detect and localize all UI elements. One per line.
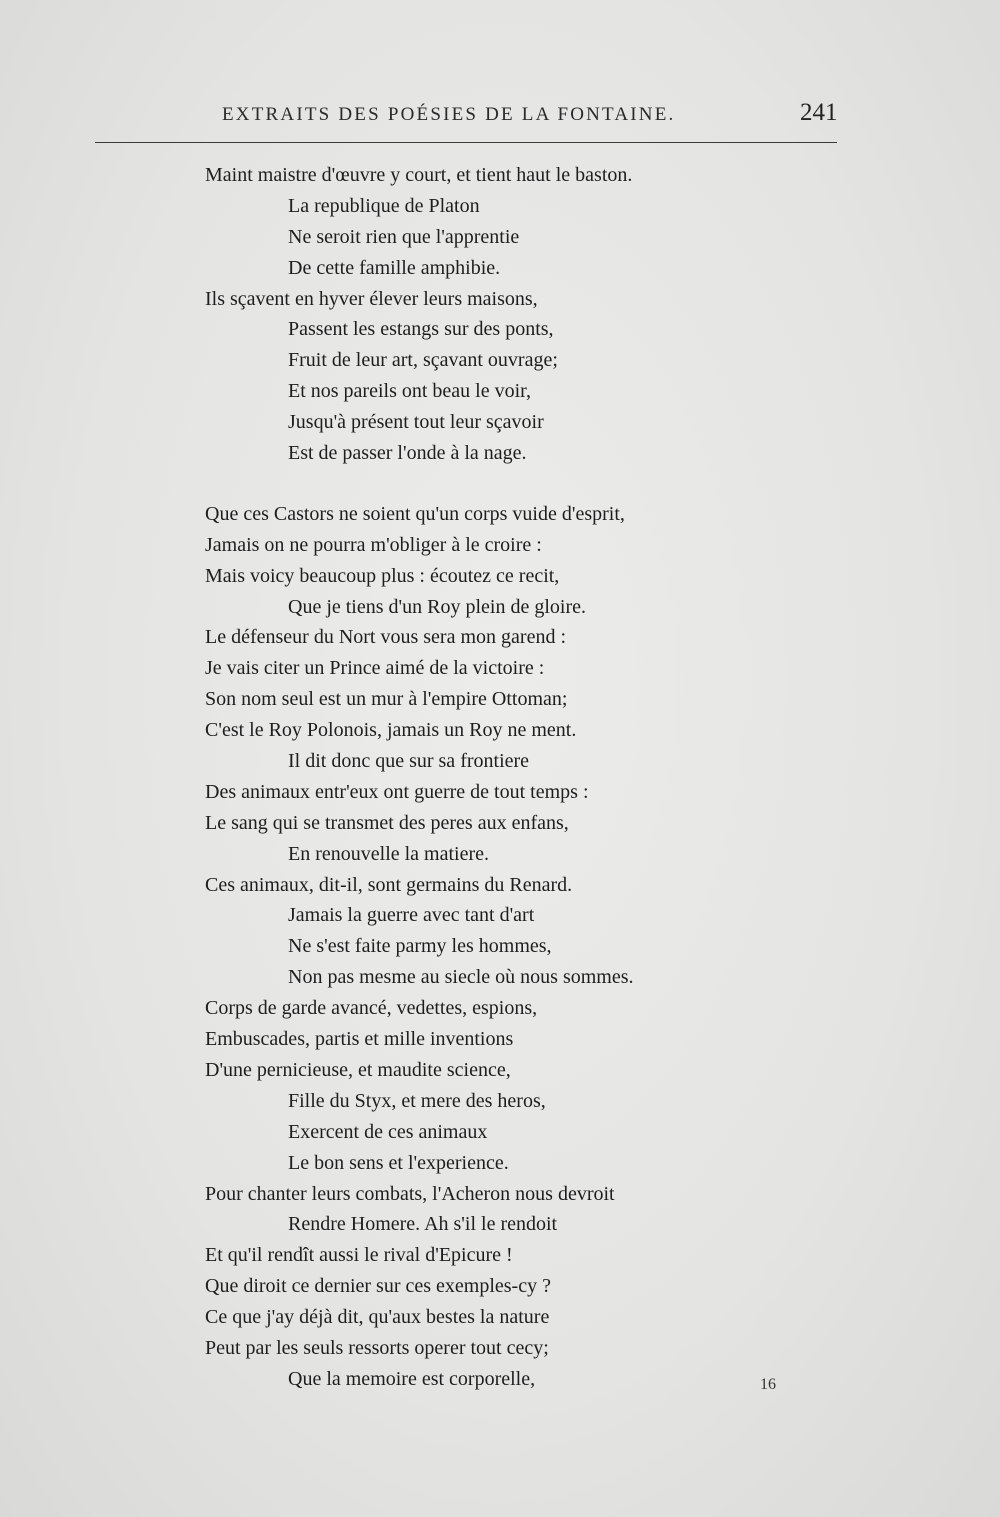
verse-line: Et nos pareils ont beau le voir,: [288, 380, 532, 403]
header-rule: [95, 142, 837, 143]
verse-line: Pour chanter leurs combats, l'Acheron nous devroit: [205, 1182, 615, 1205]
verse-line: Ce que j'ay déjà dit, qu'aux bestes la nature: [205, 1306, 550, 1329]
stanza-break: [0, 469, 1000, 499]
verse-line: Je vais citer un Prince aimé de la victoire :: [205, 657, 545, 680]
verse-line: Maint maistre d'œuvre y court, et tient haut le baston.: [205, 164, 633, 186]
verse-line: La republique de Platon: [288, 194, 480, 217]
verse-line: En renouvelle la matiere.: [288, 842, 490, 865]
verse-line: Ces animaux, dit-il, sont germains du Renard.: [205, 873, 573, 896]
verse-line: Son nom seul est un mur à l'empire Ottoman;: [205, 688, 568, 711]
verse-line: Que la memoire est corporelle,: [288, 1367, 536, 1390]
verse-line: Est de passer l'onde à la nage.: [288, 442, 527, 465]
verse-line: Mais voicy beaucoup plus : écoutez ce recit,: [205, 564, 560, 587]
verse-line: D'une pernicieuse, et maudite science,: [205, 1058, 511, 1081]
verse-line: Le défenseur du Nort vous sera mon garend :: [205, 626, 566, 649]
verse-line: Le sang qui se transmet des peres aux enfans,: [205, 811, 569, 834]
verse-line: Et qu'il rendît aussi le rival d'Epicure !: [205, 1244, 513, 1267]
verse-line: Il dit donc que sur sa frontiere: [288, 750, 530, 773]
poem-text: [0, 160, 1000, 1395]
verse-line: De cette famille amphibie.: [288, 256, 501, 279]
verse-line: Rendre Homere. Ah s'il le rendoit: [288, 1213, 558, 1236]
verse-line: Que je tiens d'un Roy plein de gloire.: [288, 595, 586, 618]
verse-line: Ne s'est faite parmy les hommes,: [288, 935, 552, 958]
verse-line: Jamais la guerre avec tant d'art: [288, 904, 535, 927]
verse-line: Passent les estangs sur des ponts,: [288, 318, 554, 341]
verse-line: Le bon sens et l'experience.: [288, 1151, 509, 1174]
verse-line: Que ces Castors ne soient qu'un corps vuide d'esprit,: [205, 502, 625, 525]
signature-mark: 16: [760, 1376, 776, 1393]
verse-line: Jusqu'à présent tout leur sçavoir: [288, 411, 544, 434]
verse-line: Corps de garde avancé, vedettes, espions,: [205, 997, 538, 1020]
verse-line: C'est le Roy Polonois, jamais un Roy ne ment.: [205, 719, 577, 742]
verse-line: Exercent de ces animaux: [288, 1120, 488, 1143]
running-title: EXTRAITS DES POÉSIES DE LA FONTAINE.: [222, 104, 676, 125]
verse-line: Peut par les seuls ressorts operer tout cecy;: [205, 1336, 549, 1359]
verse-line: Fille du Styx, et mere des heros,: [288, 1089, 546, 1112]
verse-line: Fruit de leur art, sçavant ouvrage;: [288, 349, 558, 372]
verse-line: Non pas mesme au siecle où nous sommes.: [288, 966, 634, 989]
page-number: 241: [800, 99, 838, 126]
verse-line: Que diroit ce dernier sur ces exemples-cy ?: [205, 1275, 551, 1298]
verse-line: Ne seroit rien que l'apprentie: [288, 225, 520, 248]
verse-line: Jamais on ne pourra m'obliger à le croire :: [205, 533, 542, 556]
verse-line: Des animaux entr'eux ont guerre de tout temps :: [205, 780, 589, 803]
verse-line: Ils sçavent en hyver élever leurs maisons,: [205, 287, 538, 310]
verse-line: Embuscades, partis et mille inventions: [205, 1028, 514, 1051]
